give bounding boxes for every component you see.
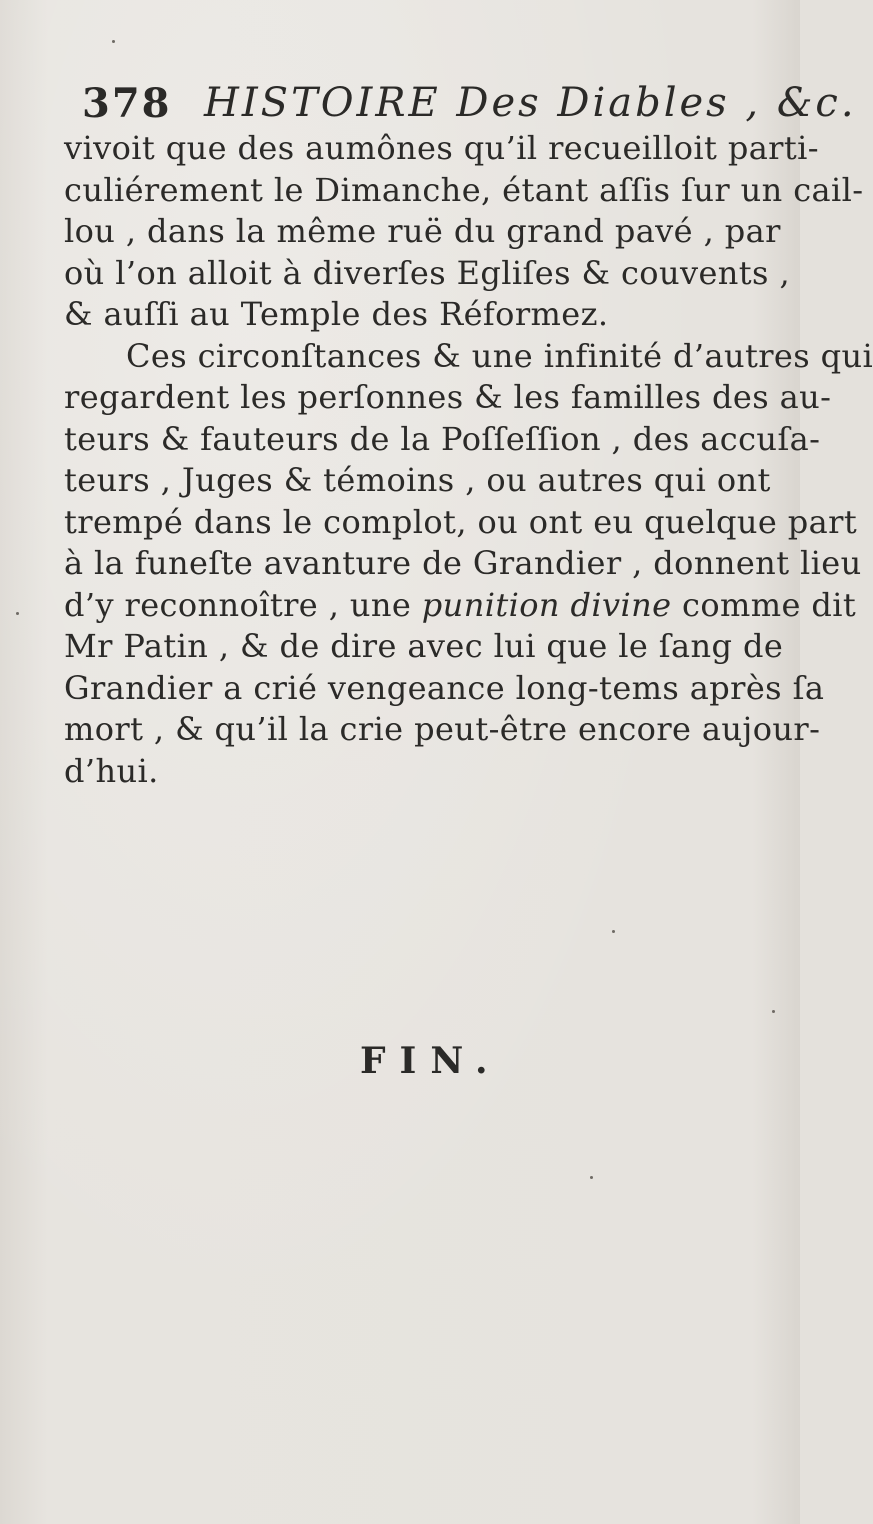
paper-speck [590,1176,593,1179]
text-line-8: teurs & fauteurs de la Poſſeſſion , des accuſa- [64,419,821,458]
page-header [82,74,857,134]
paper-speck [16,612,19,615]
text-line-9: teurs , Juges & témoins , ou autres qui ont [64,461,771,499]
page-number: 378 [82,80,172,127]
text-line-16: d’hui. [64,751,159,790]
text-line-11: à la funeſte avanture de Grandier , donnent lieu [64,544,862,582]
paper-speck [112,40,115,43]
text-line-12-start: d’y reconnoître , une [64,585,422,624]
text-line-1: vivoit que des aumônes qu’il recueilloit parti- [64,129,819,167]
text-line-3: lou , dans la même ruë du grand pavé , par [64,212,781,250]
text-line-12 [64,585,857,627]
text-line-12-end: comme dit [671,585,857,624]
paper-speck [612,930,615,933]
text-line-10: trempé dans le complot, ou ont eu quelque part [64,502,858,541]
text-line-13: Mr Patin , & de dire avec lui que le ſang de [64,627,784,665]
paper-speck [772,1010,775,1013]
running-head: HISTOIRE Des Diables , &c. [204,80,857,126]
body-text [64,128,873,792]
text-line-6: Ces circonſtances & une infinité d’autres qui [126,336,873,375]
italic-phrase: punition divine [421,585,672,624]
text-line-7: regardent les perſonnes & les familles des au- [64,378,832,416]
text-line-4: où l’on alloit à diverſes Egliſes & couvents , [64,253,791,292]
text-line-5: & auſſi au Temple des Réformez. [64,295,609,333]
text-line-14: Grandier a crié vengeance long-tems après ſa [64,668,825,707]
finis-mark: FIN. [360,1040,502,1082]
text-line-15: mort , & qu’il la crie peut-être encore aujour- [64,710,821,748]
text-line-2: culiérement le Dimanche, étant aſſis ſur un cail- [64,170,864,209]
